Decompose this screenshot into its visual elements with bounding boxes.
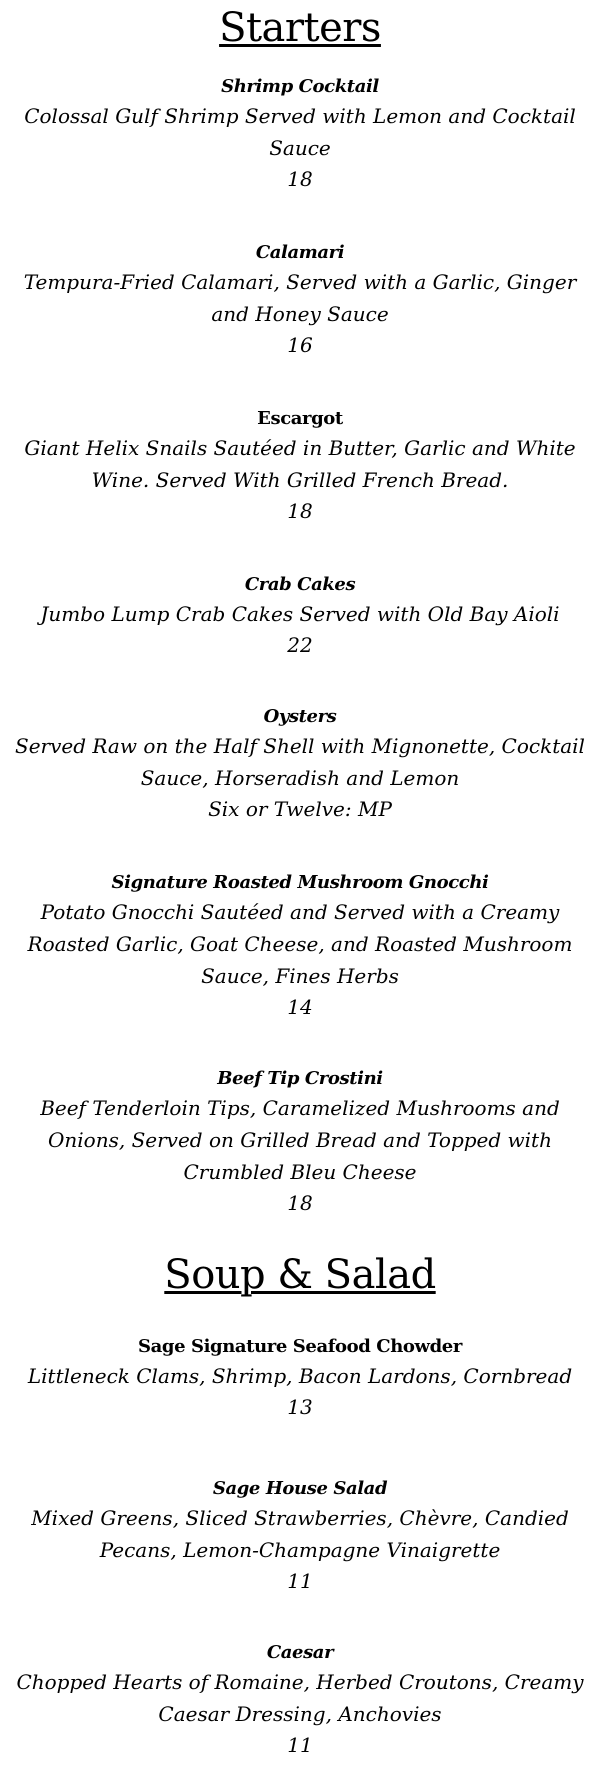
- menu-item-escargot: [0, 408, 600, 526]
- item-name: Escargot: [257, 408, 343, 429]
- soup-salad-heading: Soup & Salad: [164, 1252, 436, 1298]
- menu-item-shrimp-cocktail: [0, 76, 600, 194]
- item-description: Served Raw on the Half Shell with Mignonette, Cocktail Sauce, Horseradish and Lemon: [15, 733, 585, 790]
- item-description: Mixed Greens, Sliced Strawberries, Chèvre, Candied Pecans, Lemon-Champagne Vinaigrette: [31, 1505, 569, 1562]
- item-price: 16: [287, 332, 313, 357]
- item-name: Sage Signature Seafood Chowder: [138, 1336, 462, 1357]
- item-price: 11: [287, 1732, 313, 1757]
- item-name: Shrimp Cocktail: [221, 76, 379, 97]
- item-price: 13: [287, 1394, 313, 1419]
- starters-heading: Starters: [219, 5, 381, 51]
- item-name: Sage House Salad: [212, 1478, 388, 1499]
- item-description: Littleneck Clams, Shrimp, Bacon Lardons, Cornbread: [27, 1363, 573, 1388]
- menu-item-beef-tip-crostini: [0, 1068, 600, 1218]
- item-name: Oysters: [263, 706, 337, 727]
- menu-item-mushroom-gnocchi: [0, 872, 600, 1022]
- item-name: Calamari: [255, 242, 345, 263]
- item-price: 18: [287, 166, 313, 191]
- item-name: Caesar: [266, 1642, 334, 1663]
- item-price: 22: [287, 632, 313, 657]
- item-name: Crab Cakes: [244, 574, 356, 595]
- item-price: 18: [287, 498, 313, 523]
- item-description: Chopped Hearts of Romaine, Herbed Croutons, Creamy Caesar Dressing, Anchovies: [16, 1669, 584, 1726]
- item-price: 18: [287, 1190, 313, 1215]
- item-description: Giant Helix Snails Sautéed in Butter, Garlic and White Wine. Served With Grilled French Bread.: [24, 435, 576, 492]
- menu-item-caesar: [0, 1642, 600, 1760]
- item-description: Tempura-Fried Calamari, Served with a Garlic, Ginger and Honey Sauce: [23, 269, 577, 326]
- item-description: Beef Tenderloin Tips, Caramelized Mushrooms and Onions, Served on Grilled Bread and Topped with Crumbled Bleu Cheese: [40, 1095, 560, 1184]
- menu-item-calamari: [0, 242, 600, 360]
- item-description: Colossal Gulf Shrimp Served with Lemon and Cocktail Sauce: [24, 103, 576, 160]
- item-description: Potato Gnocchi Sautéed and Served with a Creamy Roasted Garlic, Goat Cheese, and Roasted Mushroom Sauce, Fines Herbs: [27, 899, 573, 988]
- item-price: 14: [287, 994, 313, 1019]
- item-name: Beef Tip Crostini: [217, 1068, 383, 1089]
- menu-item-house-salad: [0, 1478, 600, 1596]
- item-description: Jumbo Lump Crab Cakes Served with Old Bay Aioli: [40, 601, 560, 626]
- item-name: Signature Roasted Mushroom Gnocchi: [111, 872, 489, 893]
- menu-item-seafood-chowder: [0, 1336, 600, 1422]
- item-price: 11: [287, 1568, 313, 1593]
- menu-item-crab-cakes: [0, 574, 600, 660]
- item-price: Six or Twelve: MP: [208, 796, 392, 821]
- menu-item-oysters: [0, 706, 600, 824]
